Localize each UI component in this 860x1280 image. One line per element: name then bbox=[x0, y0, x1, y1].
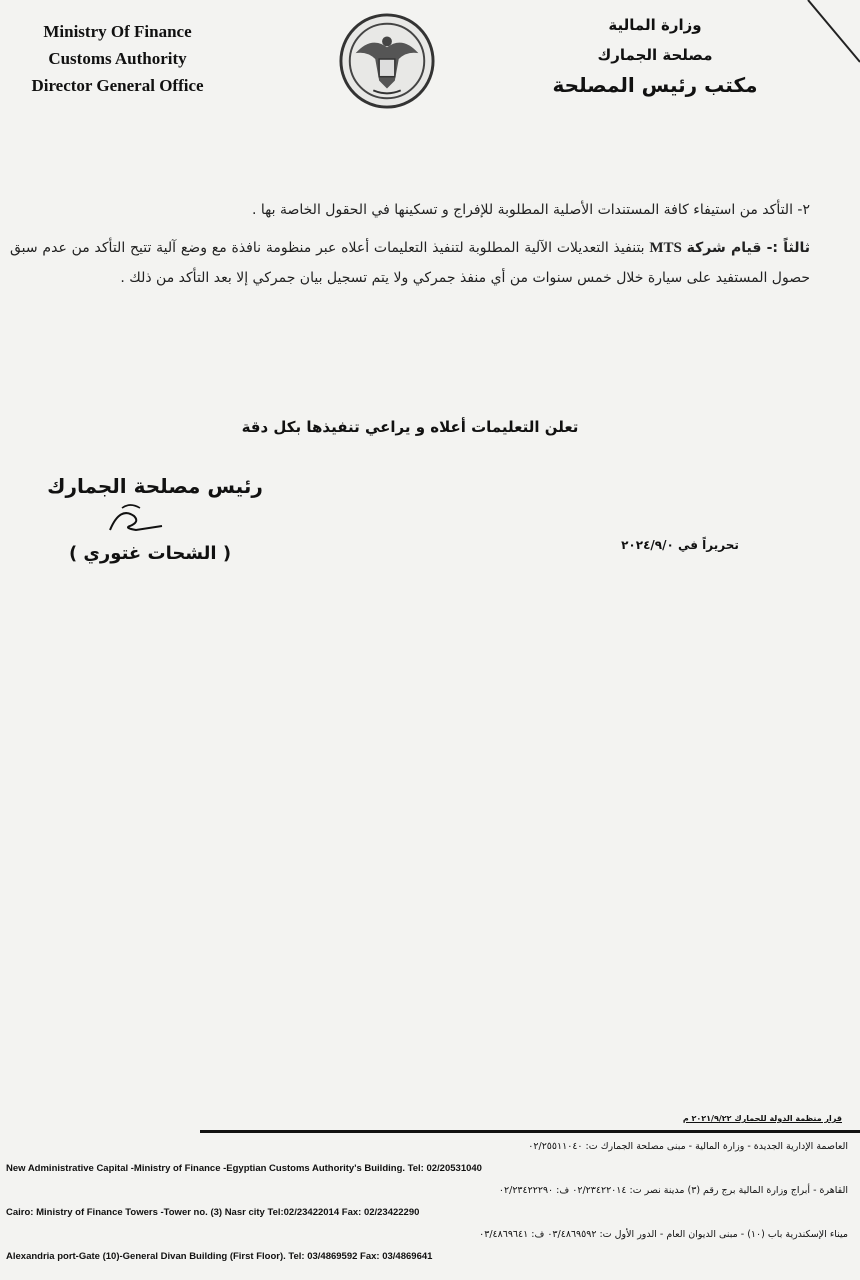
reference-note: قرار منظمة الدولة للجمارك ٢٠٢١/٩/٢٢ م bbox=[682, 1114, 842, 1123]
header-english bbox=[10, 18, 225, 99]
corner-line bbox=[800, 0, 860, 70]
paragraph-third-text: بتنفيذ التعديلات الآلية المطلوبة لتنفيذ التعليمات أعلاه عبر منظومة نافذة مع وضع آلية تتيح التأكد من عدم سبق حصول المستفيد على سيارة خلال خمس سنوات من أي منفذ جمركي ولا يتم تسجيل بيان جمركي إلا بعد التأكد من ذلك . bbox=[10, 240, 810, 286]
signatory-name: ( الشحات غتوري ) bbox=[68, 543, 232, 564]
footer-addresses bbox=[0, 1136, 860, 1268]
company-name: MTS bbox=[649, 240, 682, 256]
closing-statement: تعلن التعليمات أعلاه و يراعي تنفيذها بكل دقة bbox=[241, 418, 579, 436]
issue-date: تحريراً في ٢٠٢٤/٩/٠ bbox=[621, 538, 739, 552]
paragraph-third bbox=[10, 233, 810, 293]
footer-line-en-capital: New Administrative Capital -Ministry of Finance -Egyptian Customs Authority's Building. Tel: 02/20531040 bbox=[6, 1163, 482, 1174]
footer-line-ar-capital: العاصمة الإدارية الجديدة - وزارة المالية - مبنى مصلحة الجمارك ت: ٠٢/٢٥٥١١٠٤٠ bbox=[528, 1141, 848, 1152]
header-en-line-3: Director General Office bbox=[31, 76, 204, 95]
paragraph-third-lead: ثالثاً :- قيام شركة bbox=[686, 240, 810, 256]
letter-body bbox=[10, 195, 810, 293]
signatory-title: رئيس مصلحة الجمارك bbox=[47, 474, 263, 498]
header-en-line-2: Customs Authority bbox=[48, 49, 187, 68]
footer-line-en-cairo: Cairo: Ministry of Finance Towers -Tower no. (3) Nasr city Tel:02/23422014 Fax: 02/23422290 bbox=[6, 1207, 420, 1218]
header-ar-line-2: مصلحة الجمارك bbox=[597, 46, 713, 64]
paragraph-item-2: ٢- التأكد من استيفاء كافة المستندات الأصلية المطلوبة للإفراج و تسكينها في الحقول الخاصة بها . bbox=[252, 202, 810, 218]
eagle-seal-icon bbox=[338, 12, 436, 110]
header-ar-line-3: مكتب رئيس المصلحة bbox=[552, 73, 758, 97]
footer-line-en-alexandria: Alexandria port-Gate (10)-General Divan Building (First Floor). Tel: 03/4869592 Fax: 03/4869641 bbox=[6, 1251, 433, 1262]
header-arabic bbox=[530, 10, 780, 100]
footer-line-ar-alexandria: ميناء الإسكندرية باب (١٠) - مبنى الديوان العام - الدور الأول ت: ٠٣/٤٨٦٩٥٩٢ ف: ٠٣/٤٨٦٩٦٤١ bbox=[479, 1229, 848, 1240]
footer-divider bbox=[200, 1130, 860, 1133]
header-en-line-1: Ministry Of Finance bbox=[43, 22, 192, 41]
footer-line-ar-cairo: القاهرة - أبراج وزارة المالية برج رقم (٣) مدينة نصر ت: ٠٢/٢٣٤٢٢٠١٤ ف: ٠٢/٢٣٤٢٢٢٩٠ bbox=[498, 1185, 848, 1196]
header-ar-line-1: وزارة المالية bbox=[608, 16, 702, 34]
handwritten-signature-icon bbox=[100, 500, 180, 540]
